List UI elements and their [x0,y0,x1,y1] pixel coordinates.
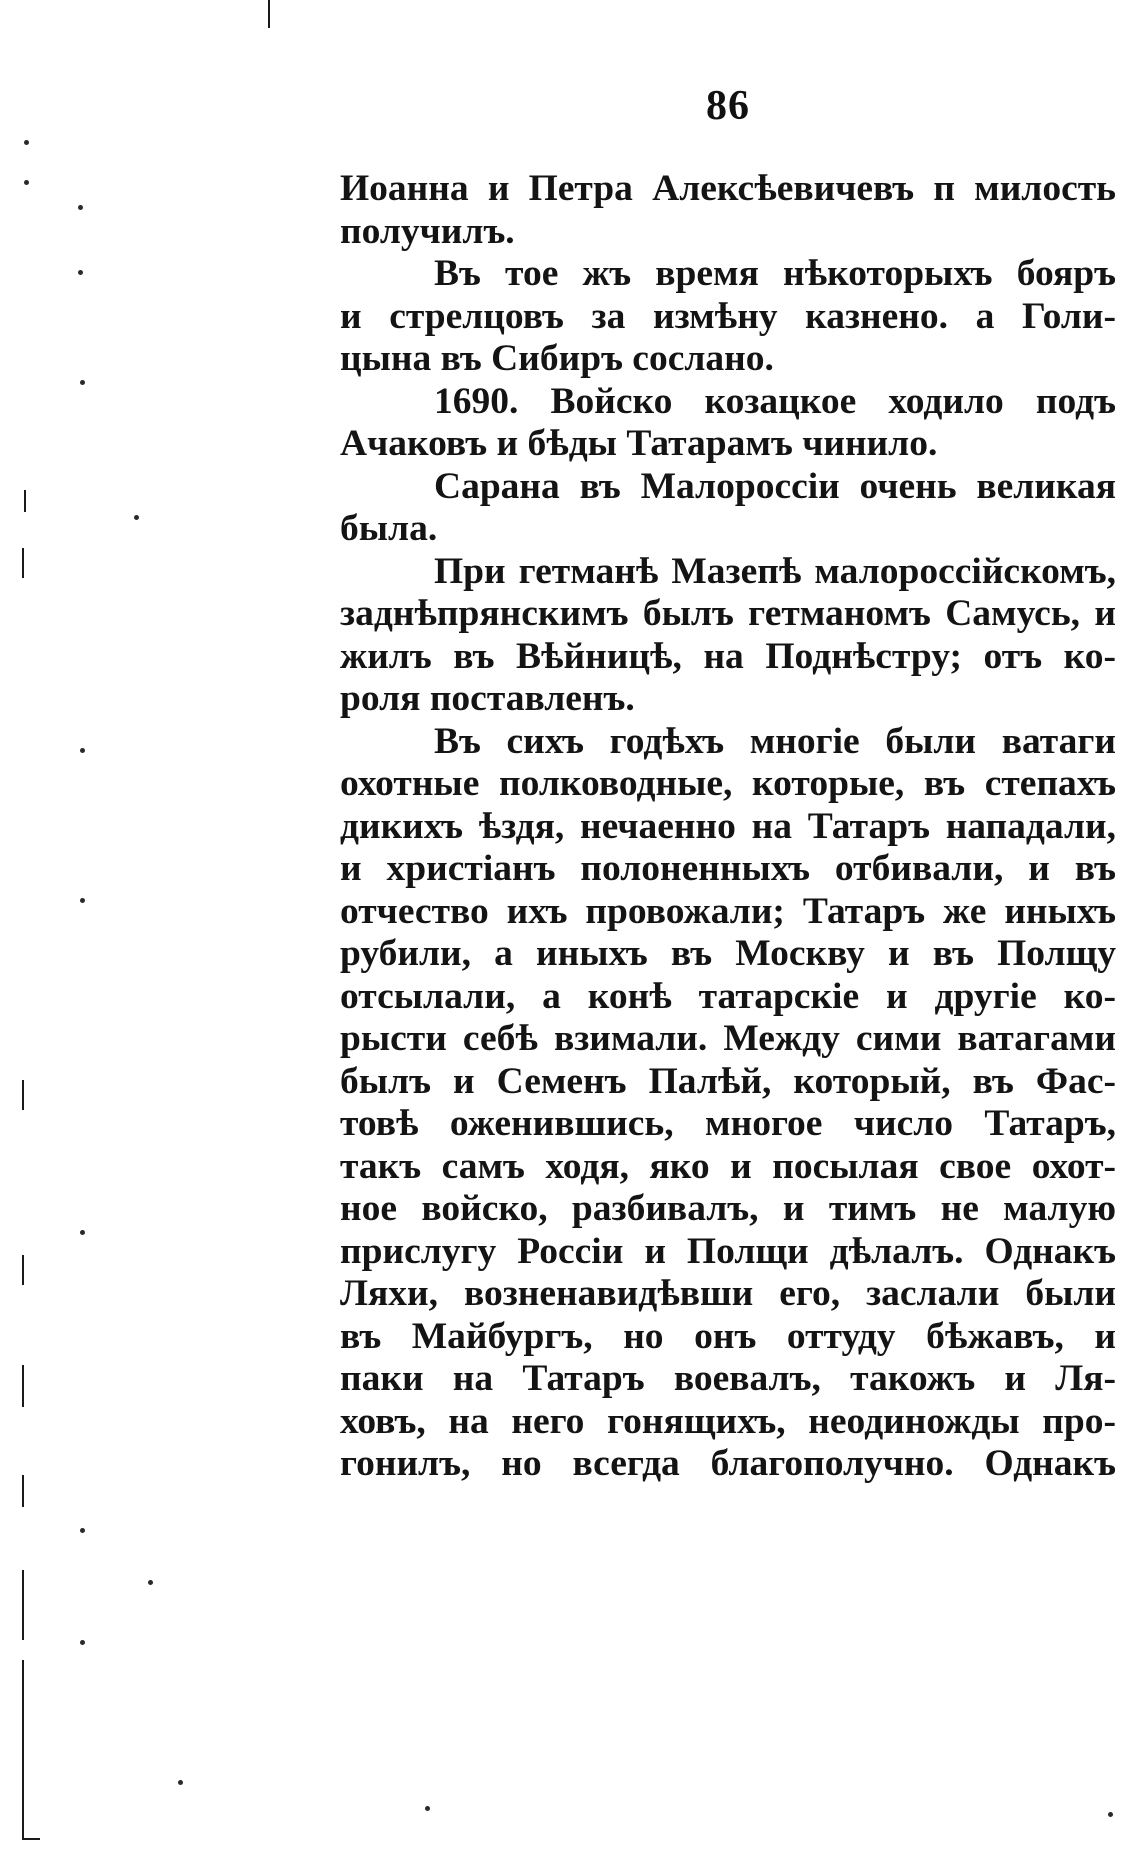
page-number: 86 [706,83,750,129]
text-line: получилъ. [340,210,515,252]
text-line: рубили, а иныхъ въ Москву и въ Полщу [340,933,1116,974]
scan-speck [80,748,85,753]
scan-speck [1108,1812,1113,1817]
scan-speck [80,1230,85,1235]
text-line: отчество ихъ провожали; Татаръ же иныхъ [340,890,1116,932]
text-line: заднѣпрянскимъ былъ гетманомъ Самусь, и [340,593,1116,634]
text-line: ховъ, на него гонящихъ, неодиножды про- [340,1400,1116,1442]
text-line: гонилъ, но всегда благополучно. Однакъ [340,1443,1116,1484]
text-line: Сарана въ Малороссіи очень великая [434,465,1116,507]
text-line: ное войско, разбивалъ, и тимъ не малую [340,1188,1116,1229]
scan-speck [24,140,29,145]
scan-speck [148,1580,153,1585]
scan-artifact [22,1570,24,1640]
scan-artifact [22,1080,24,1110]
text-line: жилъ въ Вѣйницѣ, на Поднѣстру; отъ ко- [340,635,1116,677]
text-line: былъ и Семенъ Палѣй, который, въ Фас- [340,1060,1116,1102]
scan-speck [80,380,85,385]
text-line: дикихъ ѣздя, нечаенно на Татаръ нападали, [340,805,1116,847]
scan-speck [80,1528,85,1533]
text-line: Ляхи, возненавидѣвши его, заслали были [340,1273,1116,1314]
scan-speck [80,1640,85,1645]
text-line: При гетманѣ Мазепѣ малороссійскомъ, [434,550,1116,592]
scan-artifact [22,1660,24,1840]
text-line: рысти себѣ взимали. Между сими ватагами [340,1018,1116,1059]
scan-speck [80,898,85,903]
scan-artifact [22,1365,24,1407]
text-line: такъ самъ ходя, яко и посылая свое охот- [340,1145,1116,1187]
text-line: охотные полководные, которые, въ степахъ [340,763,1116,804]
scan-speck [78,270,83,275]
text-line: Иоанна и Петра Алексѣевичевъ п милость [340,168,1116,209]
scan-artifact [22,1255,24,1285]
scan-speck [134,515,139,520]
text-line: Въ тое жъ время нѣкоторыхъ бояръ [434,253,1116,294]
text-line: въ Майбургъ, но онъ оттуду бѣжавъ, и [340,1315,1116,1357]
scan-artifact [24,490,26,512]
text-line: паки на Татаръ воевалъ, такожъ и Ля- [340,1358,1116,1399]
scan-speck [425,1806,430,1811]
scan-speck [24,180,29,185]
scan-speck [78,205,83,210]
text-line: прислугу Россіи и Полщи дѣлалъ. Однакъ [340,1230,1116,1272]
text-line: Въ сихъ годѣхъ многіе были ватаги [434,720,1116,762]
scan-artifact [22,548,24,578]
text-line: и христіанъ полоненныхъ отбивали, и въ [340,848,1116,889]
scan-artifact [22,1838,40,1840]
text-line: 1690. Войско козацкое ходило подъ [434,380,1116,422]
text-line: отсылали, а конѣ татарскіе и другіе ко- [340,975,1116,1017]
scan-speck [178,1780,183,1785]
text-line: была. [340,508,438,549]
text-line: роля поставленъ. [340,678,635,719]
body-text [340,168,1116,1486]
text-line: и стрелцовъ за измѣну казнено. а Голи- [340,295,1116,337]
text-line: Ачаковъ и бѣды Татарамъ чинило. [340,423,938,464]
text-line: цына въ Сибиръ сослано. [340,338,774,379]
scan-artifact [22,1475,24,1507]
scan-artifact [268,0,270,28]
text-line: товѣ оженившись, многое число Татаръ, [340,1103,1116,1144]
